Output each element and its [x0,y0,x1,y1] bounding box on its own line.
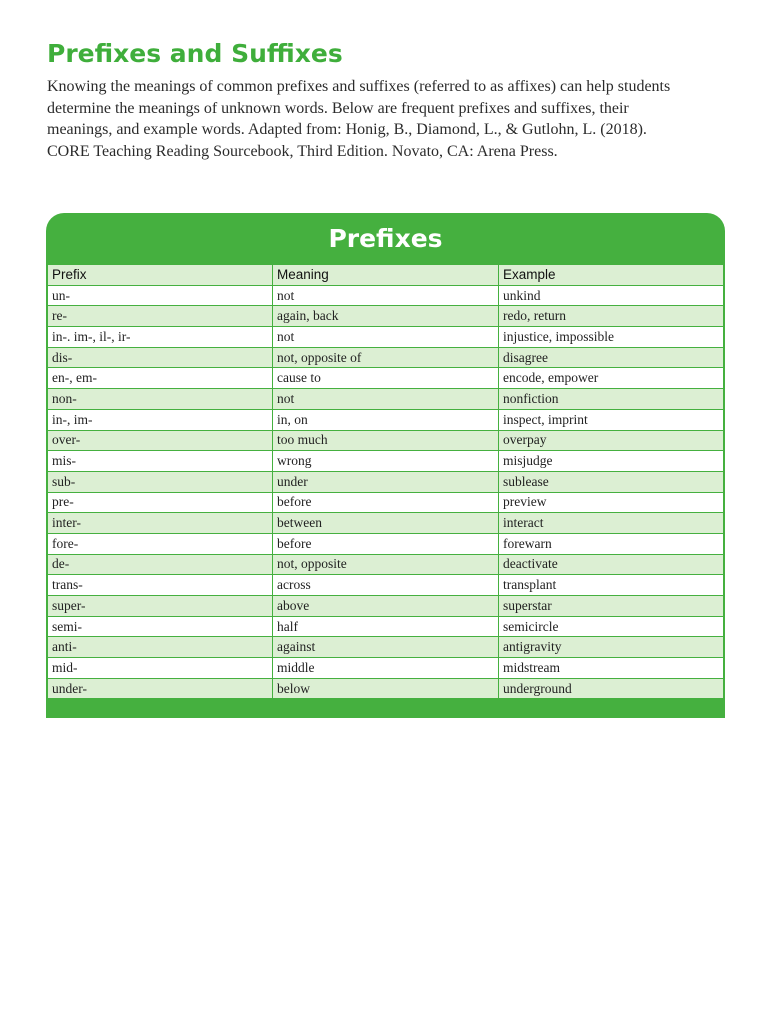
prefixes-table [48,265,723,699]
meaning-cell: not [273,286,499,307]
table-row [48,451,723,472]
prefix-cell: re- [48,306,273,327]
meaning-cell: not [273,327,499,348]
prefix-cell: de- [48,555,273,576]
intro-paragraph [47,76,737,162]
prefix-cell: under- [48,679,273,700]
example-cell: overpay [499,431,723,452]
table-row [48,493,723,514]
prefix-cell: en-, em- [48,368,273,389]
prefix-cell: mis- [48,451,273,472]
example-cell: inspect, imprint [499,410,723,431]
table-row [48,327,723,348]
prefixes-panel [46,213,725,718]
meaning-cell: above [273,596,499,617]
table-row [48,431,723,452]
meaning-cell: not, opposite [273,555,499,576]
column-header-prefix: Prefix [48,265,273,286]
example-cell: redo, return [499,306,723,327]
table-row [48,410,723,431]
meaning-cell: between [273,513,499,534]
intro-line: CORE Teaching Reading Sourcebook, Third Edition. Novato, CA: Arena Press. [47,142,558,160]
example-cell: superstar [499,596,723,617]
table-row [48,679,723,700]
meaning-cell: before [273,493,499,514]
example-cell: deactivate [499,555,723,576]
meaning-cell: not [273,389,499,410]
prefix-cell: in-. im-, il-, ir- [48,327,273,348]
meaning-cell: again, back [273,306,499,327]
meaning-cell: against [273,637,499,658]
prefix-cell: pre- [48,493,273,514]
table-row [48,306,723,327]
prefix-cell: un- [48,286,273,307]
example-cell: preview [499,493,723,514]
example-cell: underground [499,679,723,700]
intro-line: determine the meanings of unknown words. Below are frequent prefixes and suffixes, their [47,99,629,117]
example-cell: sublease [499,472,723,493]
prefix-cell: dis- [48,348,273,369]
prefix-cell: in-, im- [48,410,273,431]
meaning-cell: half [273,617,499,638]
table-row [48,658,723,679]
prefix-cell: inter- [48,513,273,534]
page-title: Prefixes and Suffixes [47,39,343,68]
table-row [48,555,723,576]
prefix-cell: anti- [48,637,273,658]
table-row [48,637,723,658]
meaning-cell: across [273,575,499,596]
table-row [48,617,723,638]
meaning-cell: cause to [273,368,499,389]
prefix-cell: sub- [48,472,273,493]
example-cell: injustice, impossible [499,327,723,348]
meaning-cell: below [273,679,499,700]
example-cell: antigravity [499,637,723,658]
intro-line: Knowing the meanings of common prefixes and suffixes (referred to as affixes) can help students [47,78,671,95]
table-row [48,389,723,410]
example-cell: disagree [499,348,723,369]
meaning-cell: under [273,472,499,493]
table-row [48,368,723,389]
prefix-cell: mid- [48,658,273,679]
table-body [48,286,723,700]
meaning-cell: too much [273,431,499,452]
example-cell: forewarn [499,534,723,555]
table-row [48,286,723,307]
prefixes-panel-title: Prefixes [328,224,443,253]
example-cell: transplant [499,575,723,596]
example-cell: nonfiction [499,389,723,410]
meaning-cell: not, opposite of [273,348,499,369]
example-cell: unkind [499,286,723,307]
meaning-cell: wrong [273,451,499,472]
example-cell: encode, empower [499,368,723,389]
table-row [48,472,723,493]
table-row [48,575,723,596]
meaning-cell: in, on [273,410,499,431]
prefix-cell: super- [48,596,273,617]
column-header-example: Example [499,265,723,286]
table-row [48,348,723,369]
prefix-cell: trans- [48,575,273,596]
intro-line: meanings, and example words. Adapted from: Honig, B., Diamond, L., & Gutlohn, L. (2018). [47,121,647,138]
prefix-cell: semi- [48,617,273,638]
prefix-cell: over- [48,431,273,452]
prefix-cell: fore- [48,534,273,555]
example-cell: midstream [499,658,723,679]
example-cell: semicircle [499,617,723,638]
table-row [48,534,723,555]
example-cell: misjudge [499,451,723,472]
table-header-row [48,265,723,286]
meaning-cell: middle [273,658,499,679]
table-row [48,596,723,617]
table-row [48,513,723,534]
meaning-cell: before [273,534,499,555]
column-header-meaning: Meaning [273,265,499,286]
example-cell: interact [499,513,723,534]
prefix-cell: non- [48,389,273,410]
